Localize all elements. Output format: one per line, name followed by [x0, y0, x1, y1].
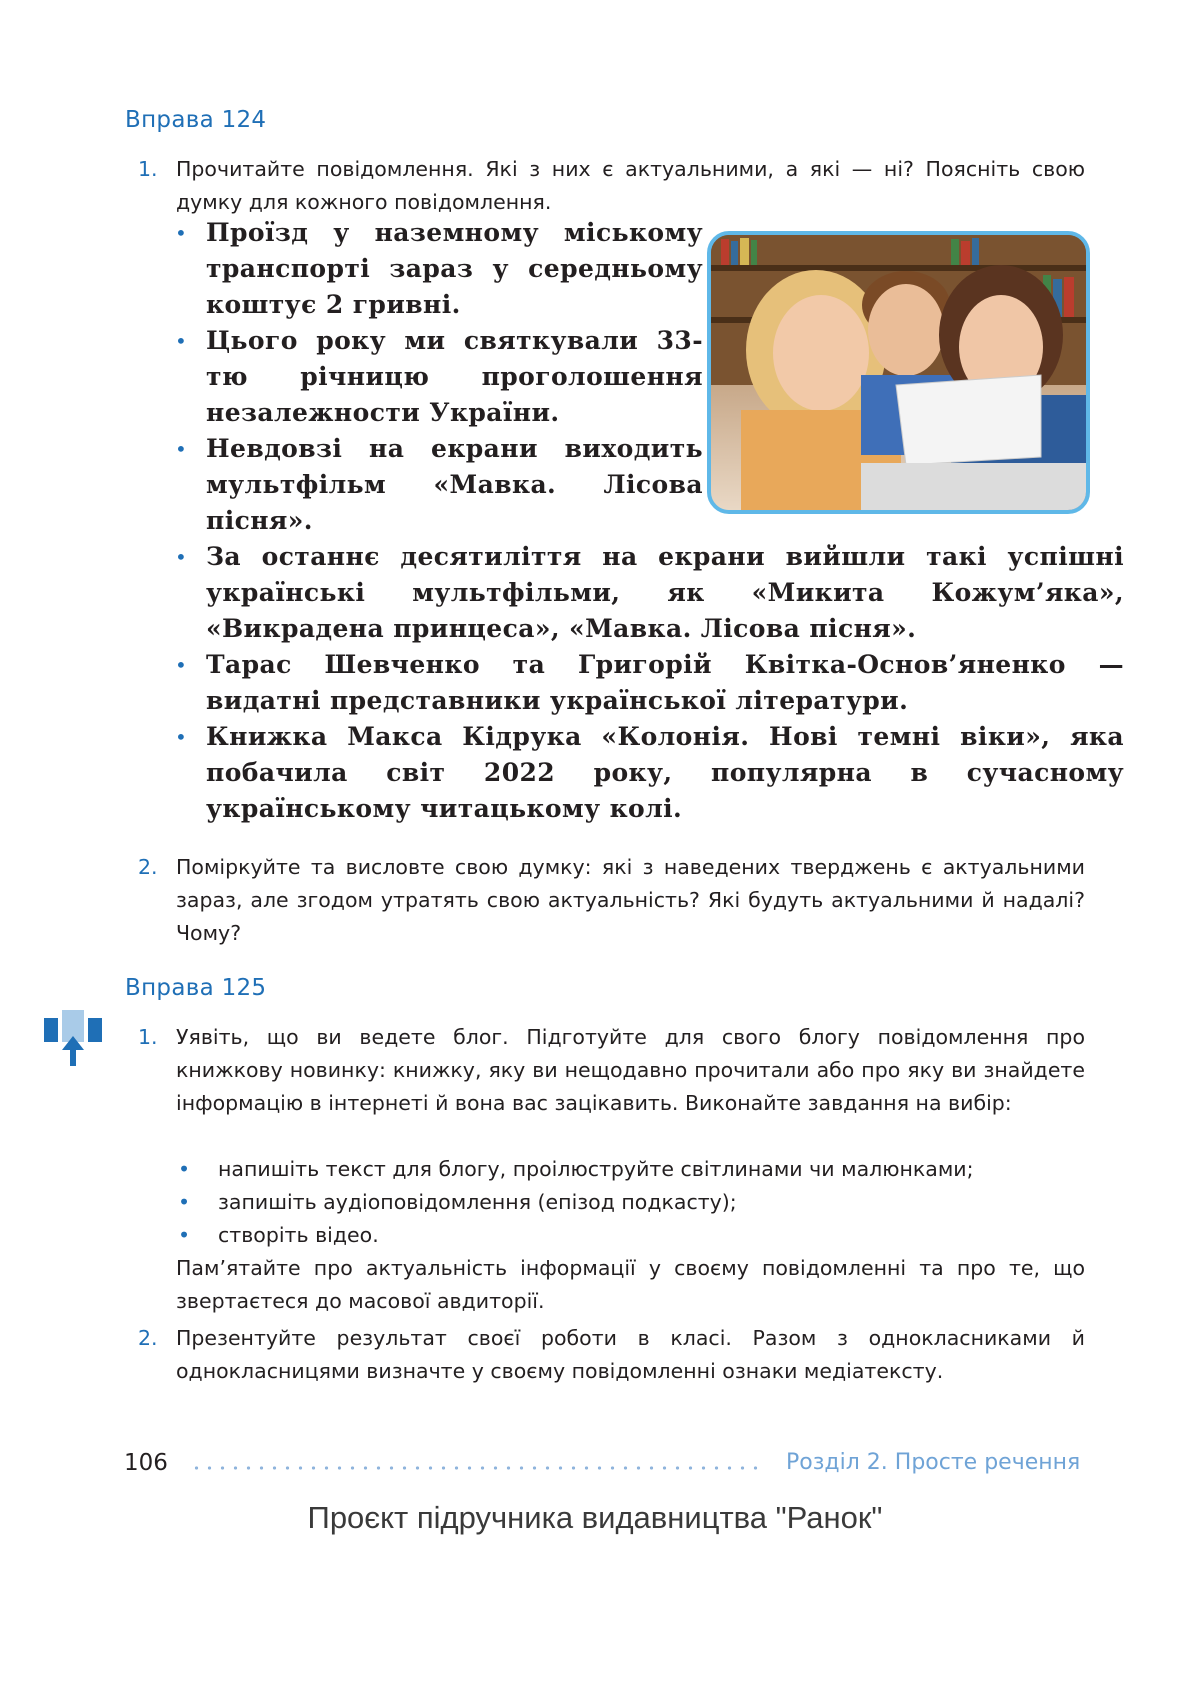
section-title: Розділ 2. Просте речення	[786, 1450, 1081, 1475]
note-text: Пам’ятайте про актуальність інформації у своєму повідомленні та про те, що звертаєтеся до масової авдиторії.	[176, 1256, 1085, 1313]
task-text: Презентуйте результат своєї роботи в класі. Разом з однокласниками й однокласницями визначте у своєму повідомленні ознаки медіатексту.	[176, 1326, 1085, 1383]
list-item: • напишіть текст для блогу, проілюструйте світлинами чи малюнками;	[170, 1153, 1090, 1186]
exercise-125-note	[138, 1252, 1085, 1318]
list-item: • Проїзд у наземному міському транспорті зараз у середньому коштує 2 гривні.	[170, 215, 703, 323]
task-text: Поміркуйте та висловте свою думку: які з наведених тверджень є актуальними зараз, але згодом утратять свою актуальність? Які будуть актуальними й надалі? Чому?	[176, 855, 1085, 945]
list-item: • Невдовзі на екрани виходить мультфільм «Мавка. Лісова пісня».	[170, 431, 703, 539]
dotted-leader	[190, 1466, 758, 1470]
list-item: • Книжка Макса Кідрука «Колонія. Нові темні віки», яка побачила світ 2022 року, популярна в сучасному українському читацькому колі.	[170, 719, 1124, 827]
exercise-124-task-2	[138, 851, 1085, 950]
list-item: • створіть відео.	[170, 1219, 1090, 1252]
statements-list	[170, 215, 1124, 827]
list-item: • запишіть аудіоповідомлення (епізод подкасту);	[170, 1186, 1090, 1219]
exercise-124-title: Вправа 124	[125, 107, 267, 133]
options-list	[170, 1153, 1090, 1252]
exercise-125-task-2	[138, 1322, 1085, 1388]
upload-arrow-icon	[44, 1010, 104, 1070]
task-number: 1.	[138, 157, 158, 181]
task-number: 1.	[138, 1025, 158, 1049]
task-text: Уявіть, що ви ведете блог. Підготуйте для свого блогу повідомлення про книжкову новинку: книжку, яку ви нещодавно прочитали або про яку ви знайдете інформацію в інтернеті й вона вас зацікавить. Виконайте завдання на вибір:	[176, 1025, 1085, 1115]
list-item: • За останнє десятиліття на екрани вийшли такі успішні українські мультфільми, як «Микита Кожум’яка», «Викрадена принцеса», «Мавка. Лісова пісня».	[170, 539, 1124, 647]
task-number: 2.	[138, 855, 158, 879]
exercise-124-task-1	[138, 153, 1085, 219]
task-text: Прочитайте повідомлення. Які з них є актуальними, а які — ні? Поясніть свою думку для кожного повідомлення.	[176, 157, 1085, 214]
page-number: 106	[124, 1450, 168, 1476]
exercise-125-title: Вправа 125	[125, 975, 267, 1001]
publisher-watermark: Проєкт підручника видавництва "Ранок"	[307, 1500, 883, 1535]
exercise-125-task-1	[138, 1021, 1085, 1120]
list-item: • Цього року ми святкували 33-тю річницю проголошення незалежности України.	[170, 323, 703, 431]
task-number: 2.	[138, 1326, 158, 1350]
list-item: • Тарас Шевченко та Григорій Квітка-Основ’яненко — видатні представники української літератури.	[170, 647, 1124, 719]
